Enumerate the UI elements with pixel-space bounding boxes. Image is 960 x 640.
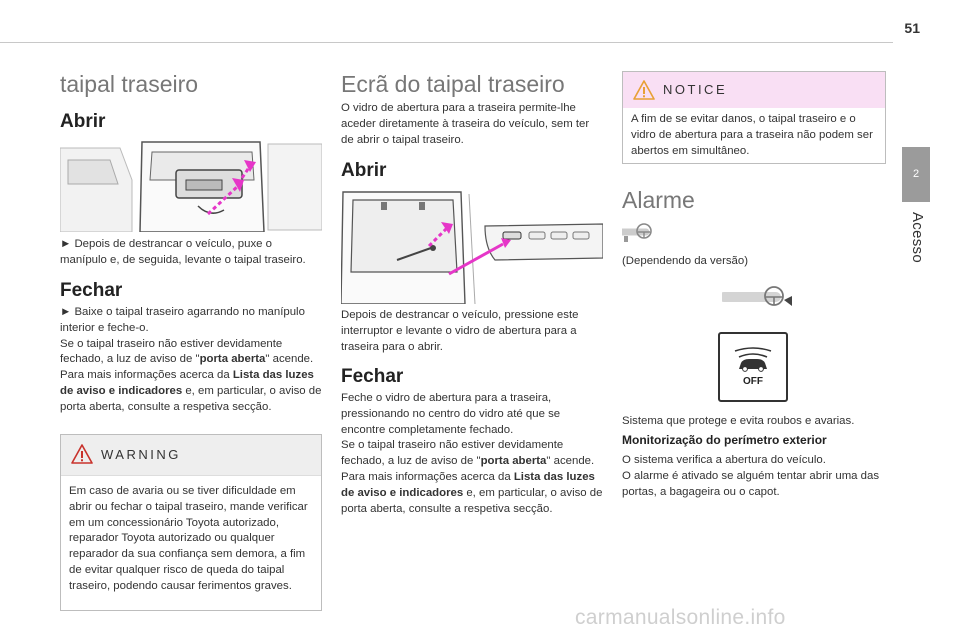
warning-box	[60, 434, 322, 611]
open-instruction: ► Depois de destrancar o veículo, puxe o manípulo e, de seguida, levante o taipal traseiro.	[60, 238, 306, 266]
warning-triangle-icon	[71, 444, 93, 469]
warning-lights-link: Lista das luzes de aviso e indicadores	[60, 369, 314, 397]
heading-close: Fechar	[60, 280, 123, 301]
alarm-description: Sistema que protege e evita roubos e avarias.	[622, 415, 855, 427]
watermark: carmanualsonline.info	[575, 606, 786, 629]
page-number: 51	[904, 20, 920, 36]
perimeter-heading: Monitorização do perímetro exterior	[622, 433, 827, 447]
heading-open: Abrir	[60, 111, 106, 132]
close-step: ► Baixe o taipal traseiro agarrando no manípulo interior e feche-o.	[60, 306, 305, 334]
rear-screen-intro: O vidro de abertura para a traseira permite-lhe aceder diretamente à traseira do veículo, sem ter de abrir o taipal traseiro.	[341, 102, 590, 146]
notice-header	[623, 72, 885, 108]
chapter-label: Acesso	[909, 212, 926, 263]
close-screen-step: Feche o vidro de abertura para a traseira, pressionando no centro do vidro até que se encontre completamente fechado.	[341, 392, 561, 436]
heading-open-screen: Abrir	[341, 160, 387, 181]
warning-title: WARNING	[101, 447, 181, 462]
alarm-off-button[interactable]	[718, 332, 788, 402]
door-open-term: porta aberta	[199, 353, 266, 366]
header-rule	[0, 42, 893, 43]
open-screen-instruction: Depois de destrancar o veículo, pressione este interruptor e levante o vidro de abertura para a traseira para o abrir.	[341, 309, 579, 353]
warning-text: Em caso de avaria ou se tiver dificuldade em abrir ou fechar o taipal traseiro, mande verificar em um concessionário Toyota autorizado, reparador Toyota autorizado ou qualquer reparador da sua confiança sem demora, a fim de evitar qualquer risco de queda do taipal traseiro, podendo causar ferimentos graves.	[69, 485, 308, 592]
notice-box	[622, 71, 886, 164]
steering-wheel-icon	[622, 220, 656, 249]
close-screen-instructions: Feche o vidro de abertura para a traseira, pressionando no centro do vidro até que se encontre completamente fechado. Se o taipal traseiro não estiver devidamente fechado, a luz de aviso de "porta aberta" acende. Para mais informações acerca da Lista das luzes de aviso e indicadores e, em particular, o aviso de porta aberta, consulte a respetiva secção.	[341, 392, 603, 515]
heading-close-screen: Fechar	[341, 366, 404, 387]
section-title-tailgate: taipal traseiro	[60, 71, 199, 97]
perimeter-text: O sistema verifica a abertura do veículo. O alarme é ativado se alguém tentar abrir uma das portas, a bagageira ou o capot.	[622, 454, 880, 498]
notice-title: NOTICE	[663, 82, 728, 97]
warning-lights-link: Lista das luzes de aviso e indicadores	[341, 470, 595, 499]
steering-wheel-large-icon	[722, 282, 794, 317]
door-open-term: porta aberta	[480, 455, 547, 468]
chapter-tab[interactable]: 2	[902, 147, 930, 202]
tailgate-handle-illustration	[60, 140, 322, 232]
notice-triangle-icon	[633, 80, 655, 105]
section-title-alarm: Alarme	[622, 187, 695, 213]
close-instructions: ► Baixe o taipal traseiro agarrando no manípulo interior e feche-o. Se o taipal traseiro não estiver devidamente fechado, a luz de aviso de "porta aberta" acende. Para mais informações acerca da Lista das luzes de aviso e indicadores e, em particular, o aviso de porta aberta, consulte a respetiva secção.	[60, 306, 322, 413]
warning-header	[61, 435, 321, 476]
off-label: OFF	[743, 376, 763, 387]
rear-screen-illustration	[341, 188, 603, 304]
version-note: (Dependendo da versão)	[622, 255, 749, 267]
section-title-rear-screen: Ecrã do taipal traseiro	[341, 71, 565, 97]
notice-text: A fim de se evitar danos, o taipal traseiro e o vidro de abertura para a traseira não podem ser abertos em simultâneo.	[631, 113, 873, 157]
